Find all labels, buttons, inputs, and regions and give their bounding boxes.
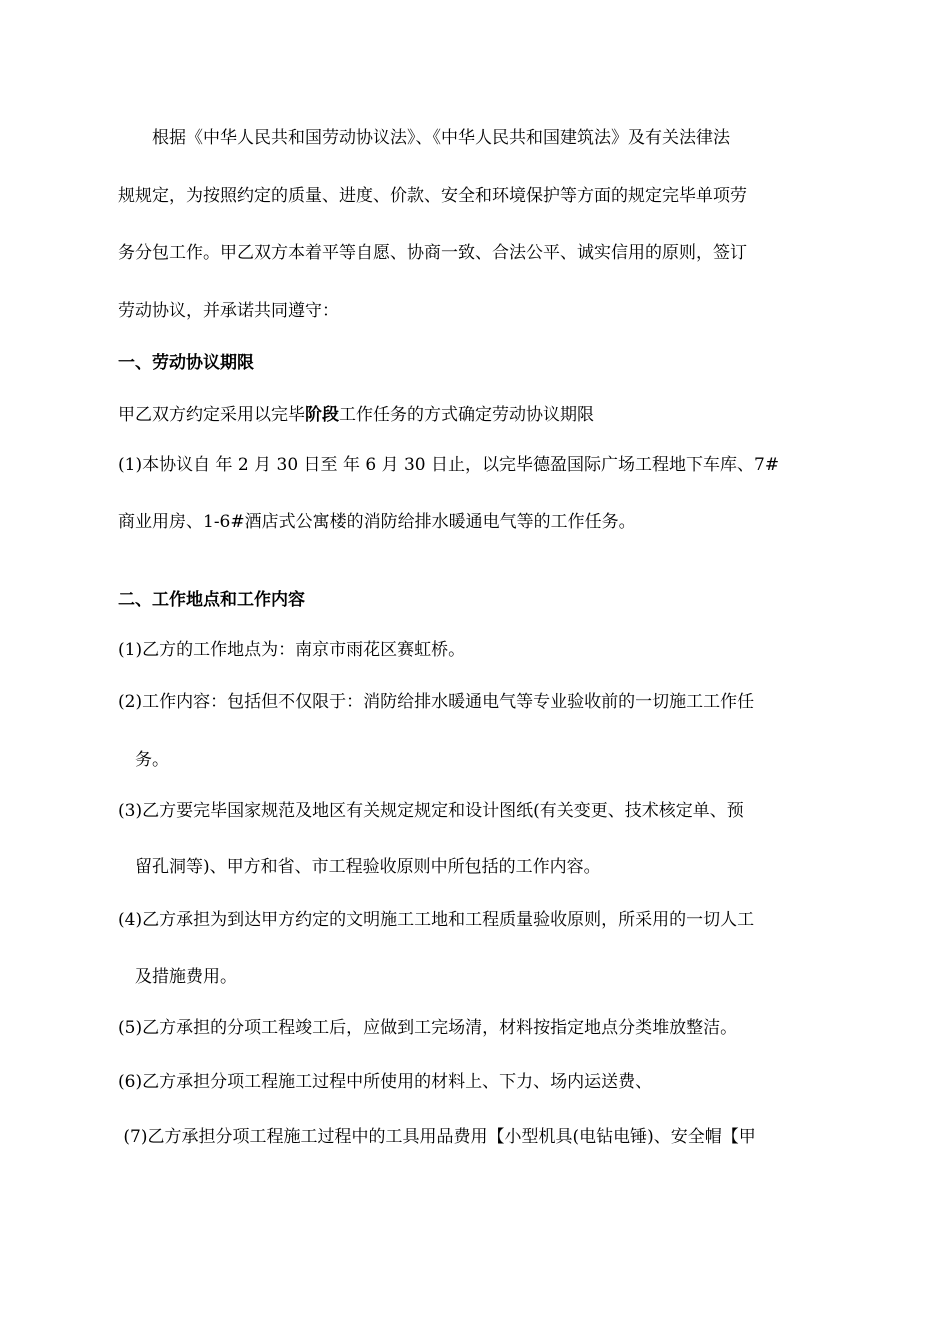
section-1-p1-text-before: 甲乙双方约定采用以完毕 <box>118 405 305 425</box>
section-1-paragraph-1 <box>118 403 594 427</box>
intro-line-1: 根据《中华人民共和国劳动协议法》、《中华人民共和国建筑法》及有关法律法 <box>152 128 730 148</box>
section-2-item-7: (7)乙方承担分项工程施工过程中的工具用品费用【小型机具(电钻电锤)、安全帽【甲 <box>118 1127 756 1147</box>
section-2-item-4-line-1: (4)乙方承担为到达甲方约定的文明施工工地和工程质量验收原则，所采用的一切人工 <box>118 910 755 930</box>
intro-line-4: 劳动协议，并承诺共同遵守： <box>118 301 339 321</box>
section-2-item-5: (5)乙方承担的分项工程竣工后，应做到工完场清，材料按指定地点分类堆放整洁。 <box>118 1018 738 1038</box>
intro-line-3: 务分包工作。甲乙双方本着平等自愿、协商一致、合法公平、诚实信用的原则，签订 <box>118 243 747 263</box>
intro-line-2: 规规定，为按照约定的质量、进度、价款、安全和环境保护等方面的规定完毕单项劳 <box>118 186 747 206</box>
section-2-item-4-line-2: 及措施费用。 <box>135 967 237 987</box>
section-2-item-2-line-2: 务。 <box>135 750 169 770</box>
section-1-heading: 一、劳动协议期限 <box>118 353 254 373</box>
section-1-p1-bold-text: 阶段 <box>305 405 339 425</box>
section-1-term-line-2: 商业用房、1-6#酒店式公寓楼的消防给排水暖通电气等的工作任务。 <box>118 512 636 532</box>
section-1-p1-text-after: 工作任务的方式确定劳动协议期限 <box>339 405 594 425</box>
section-2-item-2-line-1: (2)工作内容：包括但不仅限于：消防给排水暖通电气等专业验收前的一切施工工作任 <box>118 692 755 712</box>
section-2-item-3-line-1: (3)乙方要完毕国家规范及地区有关规定规定和设计图纸(有关变更、技术核定单、预 <box>118 801 744 821</box>
section-2-item-6: (6)乙方承担分项工程施工过程中所使用的材料上、下力、场内运送费、 <box>118 1072 653 1092</box>
section-2-item-1: (1)乙方的工作地点为：南京市雨花区赛虹桥。 <box>118 640 466 660</box>
section-1-term-line-1: (1)本协议自 年 2 月 30 日至 年 6 月 30 日止，以完毕德盈国际广场工程地下车库、7# <box>118 455 780 475</box>
section-2-item-3-line-2: 留孔洞等)、甲方和省、市工程验收原则中所包括的工作内容。 <box>135 857 601 877</box>
section-2-heading: 二、工作地点和工作内容 <box>118 590 305 610</box>
